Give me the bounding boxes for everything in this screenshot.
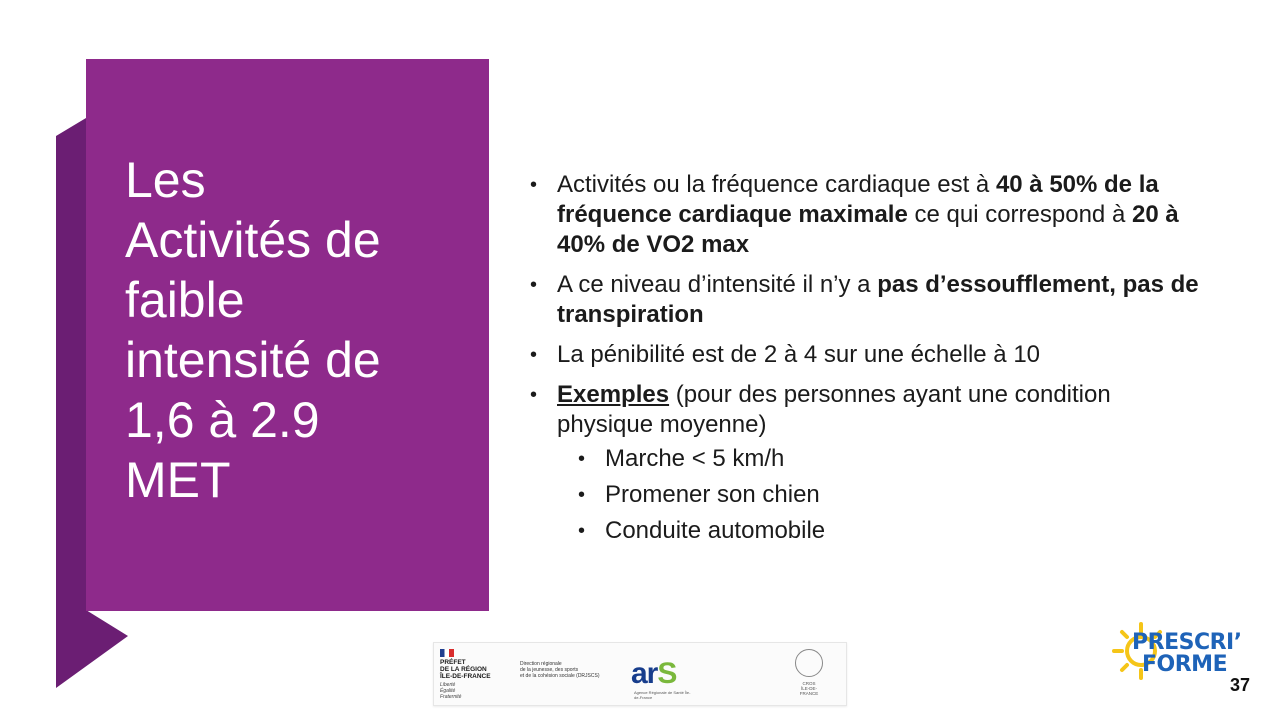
bullet-list: [530, 170, 1210, 552]
page-number: 37: [1230, 675, 1251, 695]
title-line: MET: [125, 452, 231, 508]
cros-line: CROS: [802, 681, 816, 686]
sub-bullet-text: Conduite automobile: [605, 517, 826, 544]
bullet-text: ce qui correspond à: [907, 201, 1132, 228]
sub-bullet-text: Promener son chien: [605, 481, 820, 508]
prefet-motto: [440, 682, 510, 700]
cros-line: ÎLE-DE-FRANCE: [799, 686, 819, 696]
prescriforme-line2: FORME: [1142, 652, 1228, 677]
title-line: 1,6 à 2.9: [125, 392, 320, 448]
bullet-bold-text: 20 à 40% de VO2 max: [557, 201, 1179, 258]
title-line: faible: [125, 272, 245, 328]
list-item: [530, 170, 1210, 260]
bullet-bold-text: pas d’essoufflement, pas de transpiration: [557, 271, 1199, 328]
bullet-icon: •: [578, 484, 586, 506]
list-item: [530, 380, 1210, 440]
partner-logos-strip: [433, 642, 847, 706]
bullet-icon: •: [578, 448, 586, 470]
bullet-icon: •: [530, 344, 538, 366]
title-line: Les: [125, 152, 206, 208]
drjscs-line: et de la cohésion sociale (DRJSCS): [520, 673, 600, 679]
sub-list-item: [530, 444, 1210, 474]
ars-logo: [631, 657, 676, 691]
bullet-icon: •: [578, 520, 586, 542]
prescriforme-wordmark: [1132, 632, 1242, 676]
olympic-emblem-icon: [795, 649, 823, 677]
ars-logo-text: ar: [631, 657, 658, 690]
bullet-text: La pénibilité est de 2 à 4 sur une échelle à 10: [557, 341, 1041, 368]
list-item: [530, 270, 1210, 330]
ars-subtitle: Agence Régionale de Santé Île-de-France: [634, 690, 691, 700]
title-line: Activités de: [125, 212, 381, 268]
prefet-line: PRÉFET: [440, 659, 466, 666]
drjscs-line: de la jeunesse, des sports: [520, 667, 579, 673]
bullet-icon: •: [530, 274, 538, 296]
french-flag-icon: [440, 649, 454, 657]
prefet-logo: [440, 649, 510, 700]
prefet-line: DE LA RÉGION: [440, 666, 487, 673]
sub-list-item: [530, 516, 1210, 546]
title-line: intensité de: [125, 332, 381, 388]
bullet-text: A ce niveau d’intensité il n’y a: [557, 271, 878, 298]
sub-list-item: [530, 480, 1210, 510]
motto-line: Égalité: [440, 688, 456, 694]
prescriforme-line1: PRESCRI’: [1132, 630, 1242, 655]
cros-logo: [792, 649, 826, 699]
motto-line: Liberté: [440, 682, 456, 688]
bullet-text: (pour des personnes ayant une condition physique moyenne): [557, 381, 1111, 438]
drjscs-line: Direction régionale: [520, 661, 562, 667]
ars-logo-s: S: [657, 657, 677, 690]
bullet-underlined-text: Exemples: [557, 381, 670, 408]
sub-bullet-text: Marche < 5 km/h: [605, 445, 785, 472]
bullet-icon: •: [530, 384, 538, 406]
bullet-bold-text: 40 à 50% de la fréquence cardiaque maximale: [557, 171, 1159, 228]
motto-line: Fraternité: [440, 694, 462, 700]
bullet-text: Activités ou la fréquence cardiaque est à: [557, 171, 996, 198]
prefet-line: ÎLE-DE-FRANCE: [440, 673, 491, 680]
drjscs-label: [520, 661, 610, 679]
list-item: [530, 340, 1210, 370]
slide-title: [125, 150, 445, 510]
bullet-icon: •: [530, 174, 538, 196]
